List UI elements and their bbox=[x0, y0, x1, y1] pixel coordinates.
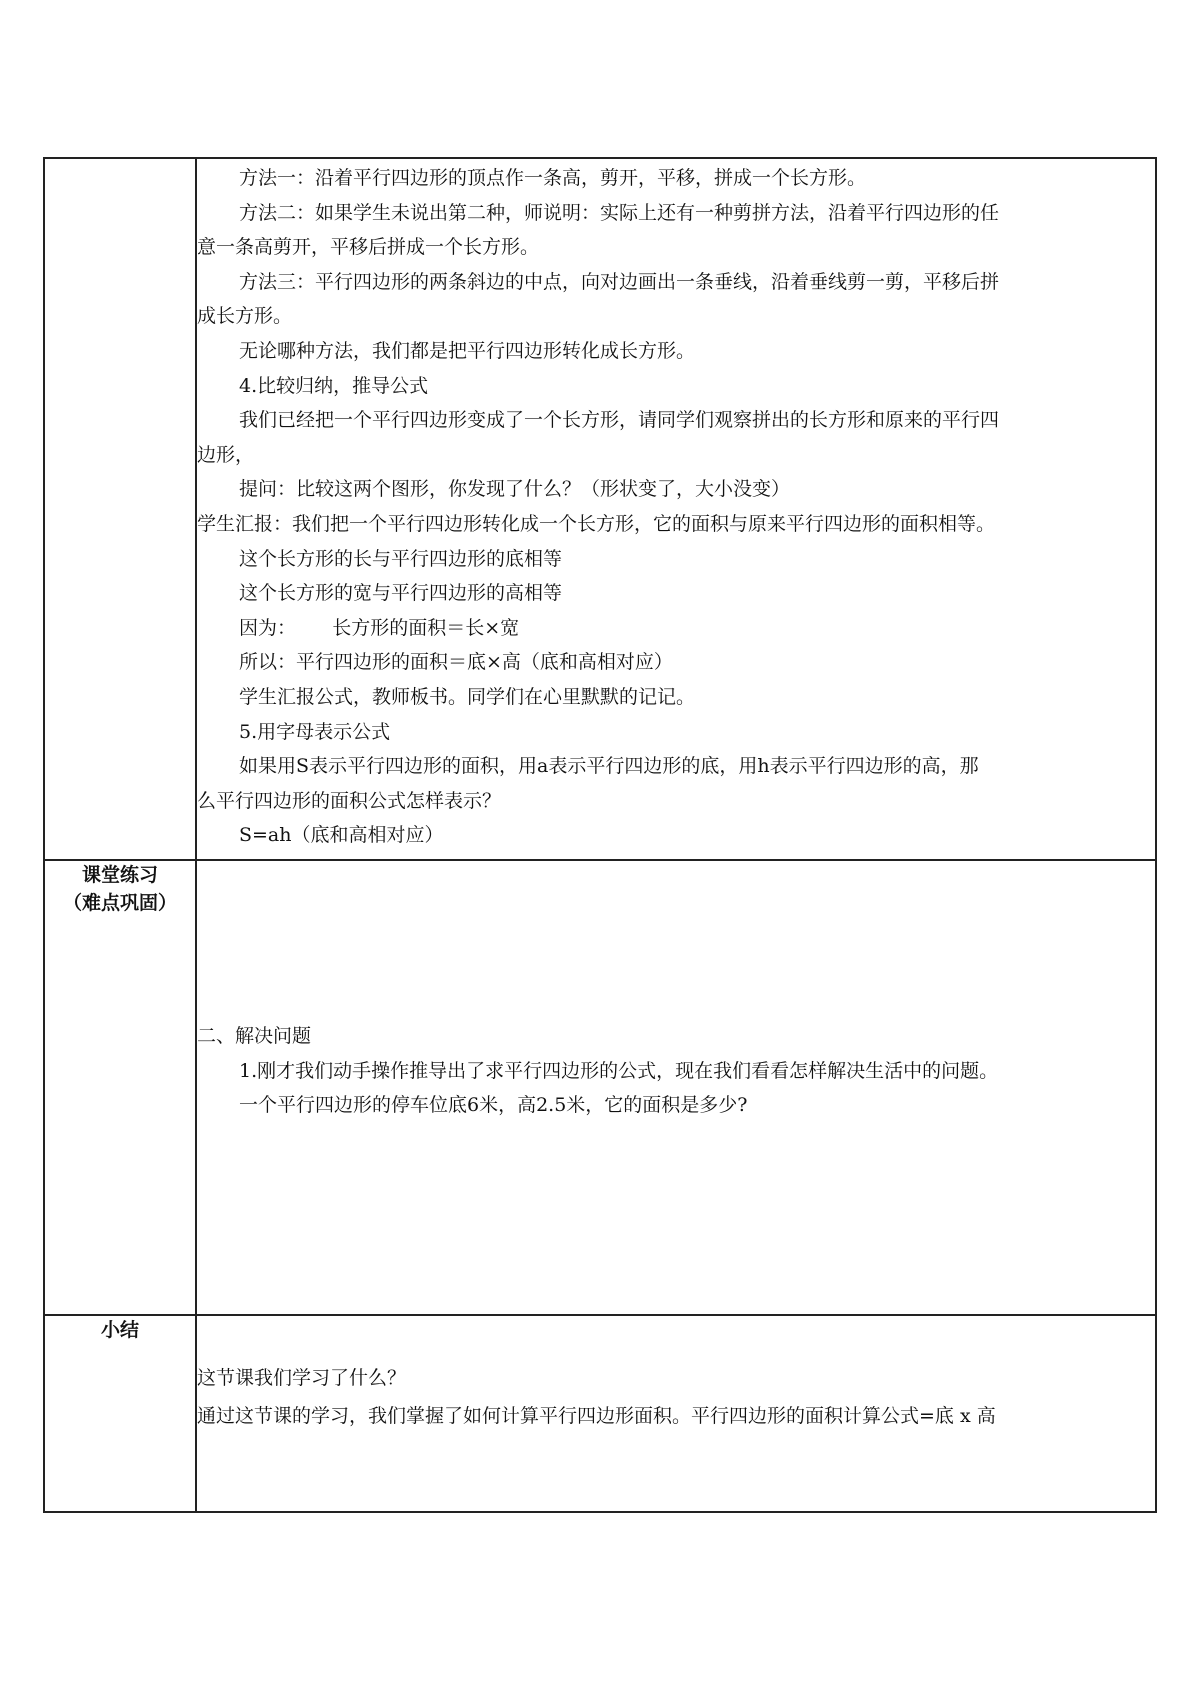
label-line: （难点巩固） bbox=[62, 892, 177, 914]
text-line: 边形， bbox=[197, 443, 255, 466]
label-line: 课堂练习 bbox=[81, 864, 158, 886]
row-label-empty bbox=[44, 158, 196, 860]
text-line: S=ah（底和高相对应） bbox=[239, 824, 444, 847]
text-line: 这节课我们学习了什么？ bbox=[197, 1367, 407, 1389]
text-line: 5.用字母表示公式 bbox=[239, 720, 391, 743]
text-line: 通过这节课的学习，我们掌握了如何计算平行四边形面积。平行四边形的面积计算公式=底 x 高 bbox=[197, 1405, 996, 1427]
text-line: 无论哪种方法，我们都是把平行四边形转化成长方形。 bbox=[239, 339, 696, 362]
text-line: 1.刚才我们动手操作推导出了求平行四边形的公式，现在我们看看怎样解决生活中的问题。 bbox=[239, 1059, 999, 1082]
row-content-summary bbox=[196, 1315, 1156, 1512]
text-line: 二、解决问题 bbox=[197, 1025, 312, 1047]
text-line: 这个长方形的宽与平行四边形的高相等 bbox=[239, 582, 563, 605]
text-line: 如果用S表示平行四边形的面积，用a表示平行四边形的底，用h表示平行四边形的高，那 bbox=[239, 755, 979, 778]
row-label-summary bbox=[44, 1315, 196, 1512]
text-line: 因为： 长方形的面积＝长×宽 bbox=[239, 616, 520, 639]
text-line: 提问：比较这两个图形，你发现了什么？（形状变了，大小没变） bbox=[239, 478, 791, 501]
text-line: 一个平行四边形的停车位底6米，高2.5米，它的面积是多少? bbox=[239, 1094, 748, 1117]
text-line: 方法三：平行四边形的两条斜边的中点，向对边画出一条垂线，沿着垂线剪一剪，平移后拼 bbox=[239, 270, 1000, 293]
text-line: 我们已经把一个平行四边形变成了一个长方形，请同学们观察拼出的长方形和原来的平行四 bbox=[239, 409, 1000, 432]
text-line: 4.比较归纳，推导公式 bbox=[239, 374, 429, 397]
text-line: 方法一：沿着平行四边形的顶点作一条高，剪开，平移，拼成一个长方形。 bbox=[239, 167, 867, 189]
row-label-practice bbox=[44, 860, 196, 1315]
text-line: 学生汇报：我们把一个平行四边形转化成一个长方形，它的面积与原来平行四边形的面积相等。 bbox=[197, 512, 996, 535]
table-row bbox=[44, 1315, 1156, 1512]
text-line: 这个长方形的长与平行四边形的底相等 bbox=[239, 547, 563, 570]
row-content-practice bbox=[196, 860, 1156, 1315]
table-row bbox=[44, 860, 1156, 1315]
text-line: 么平行四边形的面积公式怎样表示？ bbox=[197, 789, 502, 812]
text-line: 所以：平行四边形的面积＝底×高（底和高相对应） bbox=[239, 651, 673, 674]
text-line: 方法二：如果学生未说出第二种，师说明：实际上还有一种剪拼方法，沿着平行四边形的任 bbox=[239, 201, 1000, 224]
table-row bbox=[44, 158, 1156, 860]
row-content-process bbox=[196, 158, 1156, 860]
label-line: 小结 bbox=[100, 1319, 139, 1341]
text-line: 学生汇报公式，教师板书。同学们在心里默默的记记。 bbox=[239, 685, 696, 708]
text-line: 成长方形。 bbox=[197, 305, 293, 328]
text-line: 意一条高剪开，平移后拼成一个长方形。 bbox=[197, 236, 540, 259]
lesson-plan-table bbox=[43, 157, 1157, 1513]
